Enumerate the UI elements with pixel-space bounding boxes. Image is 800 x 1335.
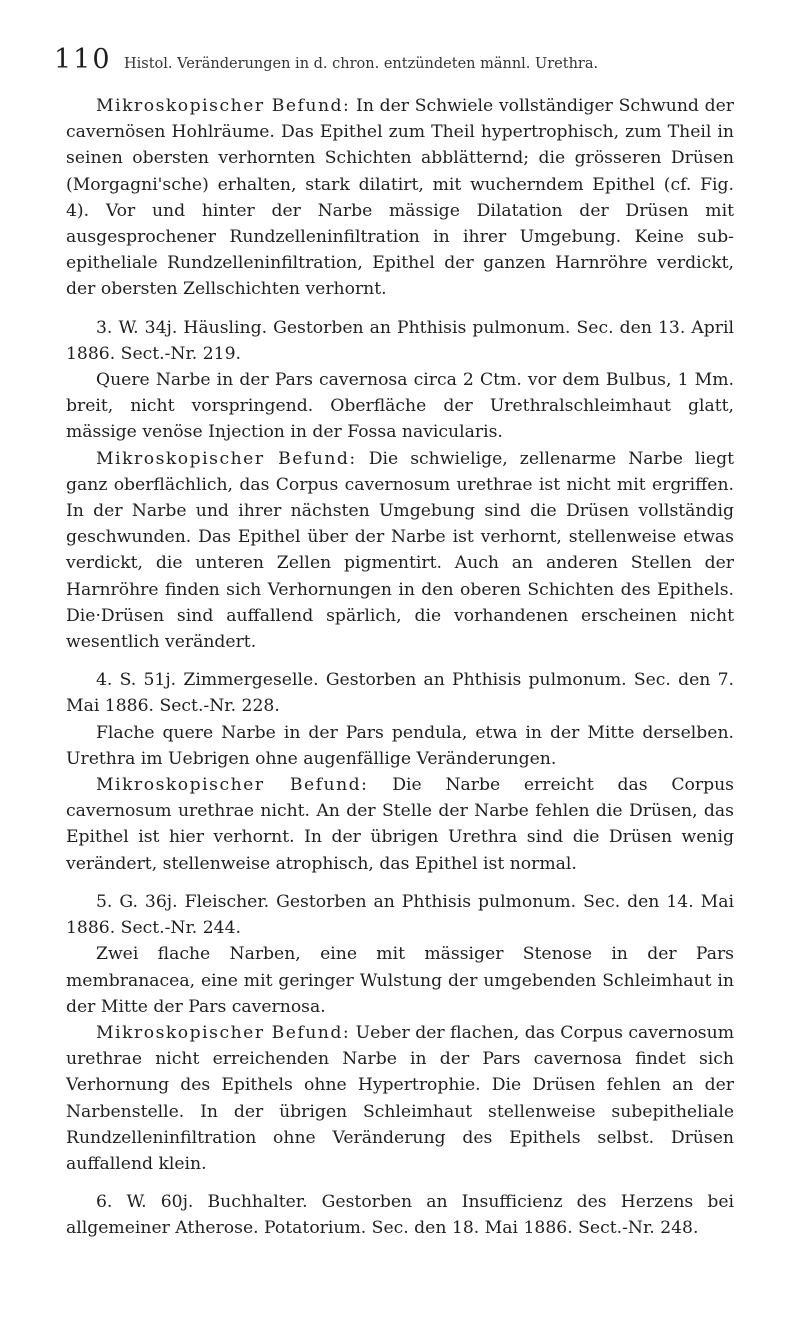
case-6-heading: [66, 1189, 734, 1241]
paragraph-text: In der Schwiele vollständiger Schwund der cavernösen Hohlräume. Das Epithel zum Theil hypertrophisch, zum Theil in seinen obersten verhornten Schichten abblätternd; die grösseren Drüsen (Morgagni'sche) erhalten, stark dilatirt, mit wucherndem Epithel (cf. Fig. 4). Vor und hinter der Narbe mässige Dilatation der Drüsen mit ausgesprochener Rundzelleninfiltration in ihrer Umgebung. Keine sub-epitheliale Rundzelleninfiltration, Epithel der ganzen Harnröhre verdickt, der obersten Zellschichten verhornt.: [66, 96, 734, 300]
befund-lead: Mikroskopischer Befund:: [96, 1022, 351, 1043]
paragraph-text: Ueber der flachen, das Corpus cavernosum urethrae nicht erreichenden Narbe in der Pars cavernosa findet sich Verhornung des Epithels ohne Hypertrophie. Die Drüsen fehlen an der Narbenstelle. In der übrigen Schleimhaut stellenweise subepitheliale Rundzelleninfiltration ohne Veränderung des Epithels selbst. Drüsen auffallend klein.: [66, 1022, 734, 1174]
case-5-heading: [66, 889, 734, 941]
case-4-heading: [66, 667, 734, 719]
page-header: [54, 44, 734, 75]
page-number: 110: [54, 44, 112, 75]
paragraph-text: Die schwielige, zellenarme Narbe liegt ganz oberflächlich, das Corpus cavernosum urethrae ist nicht mit ergriffen. In der Narbe und ihrer nächsten Umgebung sind die Drüsen vollständig geschwunden. Das Epithel über der Narbe ist verhornt, stellenweise etwas verdickt, die unteren Zellen pigmentirt. Auch an anderen Stellen der Harnröhre finden sich Verhornungen in den oberen Schichten des Epithels. Die·Drüsen sind auffallend spärlich, die vorhandenen erscheinen nicht wesentlich verändert.: [66, 448, 734, 653]
paragraph-text: 5. G. 36j. Fleischer. Gestorben an Phthisis pulmonum. Sec. den 14. Mai 1886. Sect.-Nr. 244.: [66, 891, 734, 939]
befund-lead: Mikroskopischer Befund:: [96, 775, 369, 796]
paragraph-text: Quere Narbe in der Pars cavernosa circa 2 Ctm. vor dem Bulbus, 1 Mm. breit, nicht vorspringend. Oberfläche der Urethralschleimhaut glatt, mässige venöse Injection in der Fossa navicularis.: [66, 370, 734, 443]
paragraph-text: Flache quere Narbe in der Pars pendula, etwa in der Mitte derselben. Urethra im Uebrigen ohne augenfällige Veränderungen.: [66, 722, 734, 769]
paragraph-text: 6. W. 60j. Buchhalter. Gestorben an Insufficienz des Herzens bei allgemeiner Atherose. Potatorium. Sec. den 18. Mai 1886. Sect.-Nr. 248.: [66, 1192, 734, 1239]
paragraph-text: 3. W. 34j. Häusling. Gestorben an Phthisis pulmonum. Sec. den 13. April 1886. Sect.-Nr. 219.: [66, 317, 734, 364]
paragraph-text: 4. S. 51j. Zimmergeselle. Gestorben an Phthisis pulmonum. Sec. den 7. Mai 1886. Sect.-Nr. 228.: [66, 670, 734, 717]
paragraph-befund-4: [66, 772, 734, 877]
paragraph-befund-3: [66, 446, 734, 656]
befund-lead: Mikroskopischer Befund:: [96, 448, 357, 469]
case-3-macroscopic: [66, 367, 734, 446]
case-3-heading: [66, 315, 734, 367]
paragraph-text: Die Narbe erreicht das Corpus cavernosum urethrae nicht. An der Stelle der Narbe fehlen die Drüsen, das Epithel ist hier verhornt. In der übrigen Urethra sind die Drüsen wenig verändert, stellenweise atrophisch, das Epithel ist normal.: [66, 775, 734, 874]
case-4-macroscopic: [66, 720, 734, 772]
paragraph-befund-2: [66, 93, 734, 303]
running-head: Histol. Veränderungen in d. chron. entzündeten männl. Urethra.: [124, 56, 599, 72]
paragraph-text: Zwei flache Narben, eine mit mässiger Stenose in der Pars membranacea, eine mit geringer Wulstung der umgebenden Schleimhaut in der Mitte der Pars cavernosa.: [66, 944, 734, 1017]
befund-lead: Mikroskopischer Befund:: [96, 96, 351, 116]
paragraph-befund-5: [66, 1020, 734, 1177]
case-5-macroscopic: [66, 941, 734, 1020]
